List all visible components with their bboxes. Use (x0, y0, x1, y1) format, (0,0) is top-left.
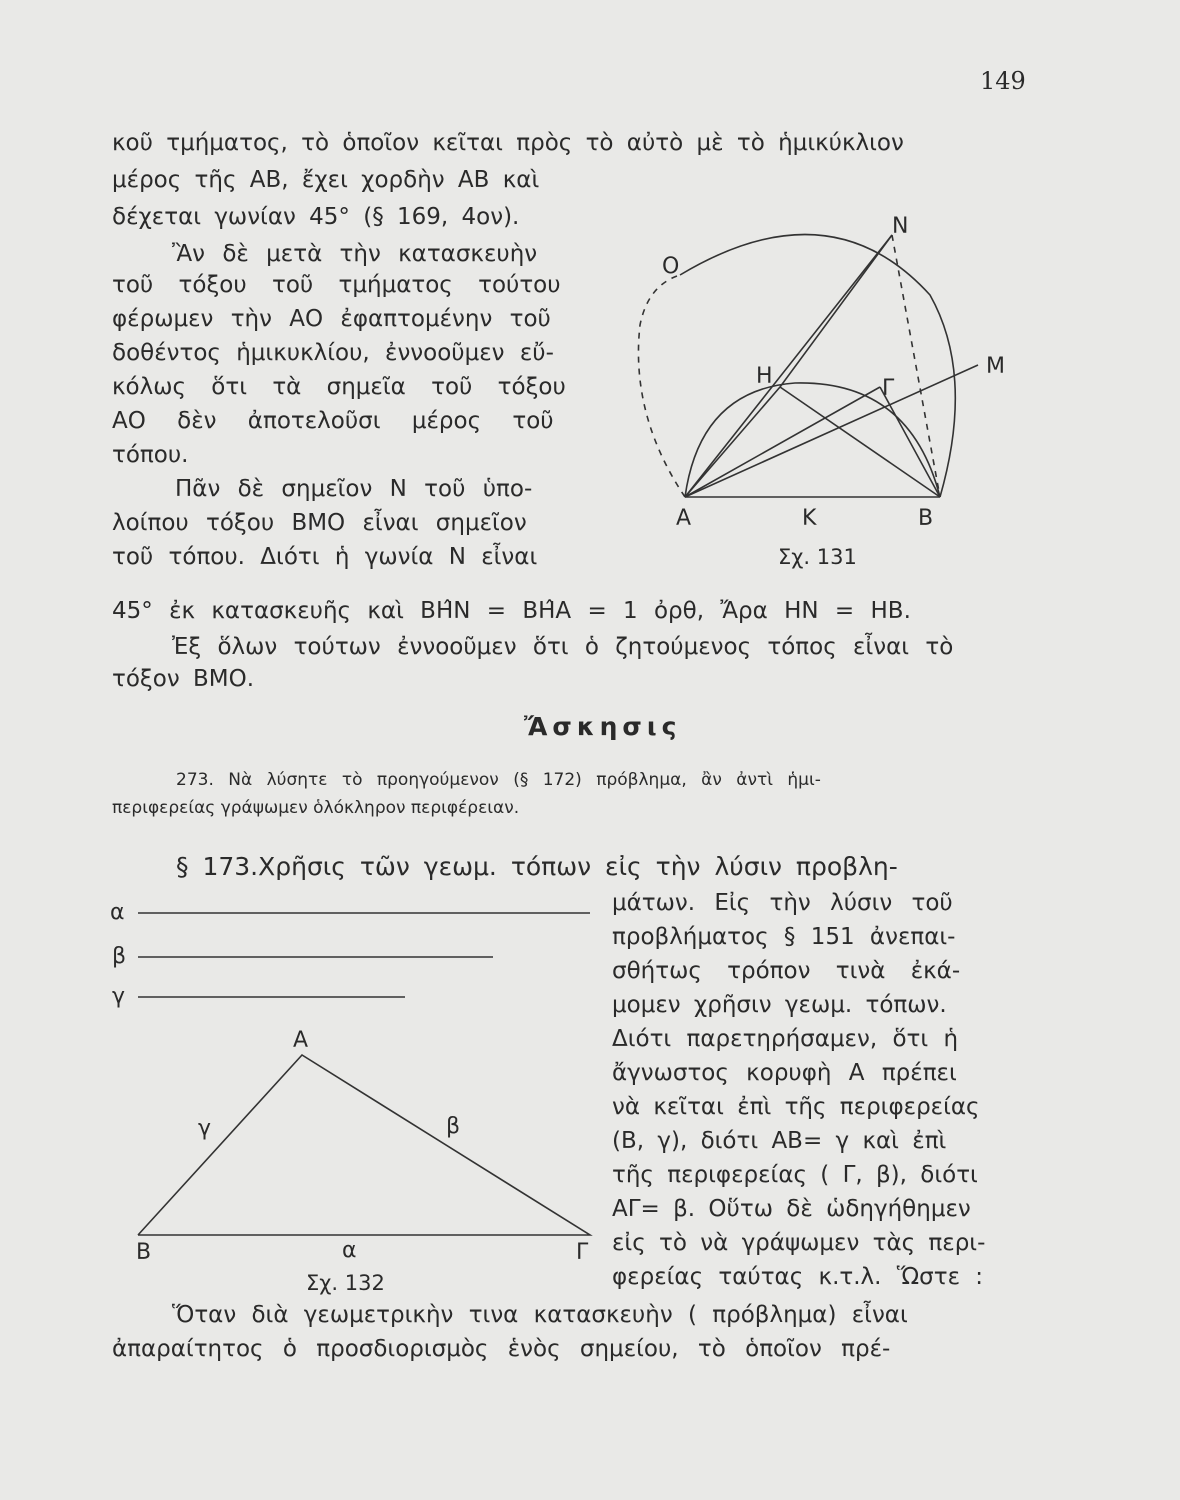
figure-132 (100, 895, 600, 1295)
text-line: μέρος τῆς ΑΒ, ἔχει χορδὴν ΑΒ καὶ (112, 167, 540, 193)
page-number: 149 (980, 67, 1026, 95)
text-line: μομεν χρῆσιν γεωμ. τόπων. (612, 992, 947, 1018)
exercise-line: περιφερείας γράψωμεν ὁλόκληρον περιφέρειαν. (112, 798, 520, 818)
segment-label-g: γ (112, 984, 126, 1009)
exercise-heading: Ἄσκησις (524, 712, 682, 741)
arc-BMO (680, 235, 955, 498)
text-line: μάτων. Εἰς τὴν λύσιν τοῦ (612, 890, 953, 916)
text-line: ἀπαραίτητος ὁ προσδιορισμὸς ἑνὸς σημείου, τὸ ὁποῖον πρέ- (112, 1336, 891, 1362)
label-K: Κ (802, 506, 817, 531)
label-N: Ν (892, 215, 909, 239)
label-M: Μ (986, 354, 1005, 379)
vertex-label-A: Α (293, 1028, 309, 1053)
segment-AN (685, 235, 892, 497)
figure-131 (630, 215, 1030, 555)
vertex-label-G: Γ (576, 1240, 589, 1265)
segment-NB (892, 235, 940, 497)
text-line: εἰς τὸ νὰ γράψωμεν τὰς περι- (612, 1230, 986, 1256)
text-line: Ὅταν διὰ γεωμετρικὴν τινα κατασκευὴν ( πρόβλημα) εἶναι (172, 1302, 908, 1328)
text-line: λοίπου τόξου ΒΜΟ εἶναι σημεῖον (112, 510, 527, 536)
text-line: τόξον ΒΜΟ. (112, 666, 255, 692)
segment-HN (780, 235, 892, 387)
text-line: ΑΓ= β. Οὕτω δὲ ὡδηγήθημεν (612, 1196, 971, 1222)
label-B: Β (918, 506, 934, 531)
text-line: τοῦ τόξου τοῦ τμήματος τούτου (112, 272, 561, 298)
text-line: νὰ κεῖται ἐπὶ τῆς περιφερείας (612, 1094, 980, 1120)
segment-GB (880, 387, 940, 497)
text-line: φέρωμεν τὴν ΑΟ ἐφαπτομένην τοῦ (112, 306, 551, 332)
text-line: Πᾶν δὲ σημεῖον Ν τοῦ ὑπο- (175, 476, 533, 502)
segment-label-b: β (112, 944, 127, 969)
vertex-label-B: Β (136, 1240, 152, 1265)
text-line: 45° ἐκ κατασκευῆς καὶ ΒΗ̂Ν = ΒΗ̂Α = 1 ὀρθ, Ἄρα ΗΝ = ΗΒ. (112, 598, 911, 624)
segment-GA (685, 387, 880, 497)
text-line: Διότι παρετηρήσαμεν, ὅτι ἡ (612, 1026, 959, 1052)
side-label-a: α (342, 1238, 357, 1263)
text-line: Ἂν δὲ μετὰ τὴν κατασκευὴν (172, 241, 538, 267)
text-line: τόπου. (112, 442, 189, 468)
label-H: Η (756, 364, 773, 389)
text-line: δέχεται γωνίαν 45° (§ 169, 4ον). (112, 204, 520, 230)
segment-BH (780, 387, 940, 497)
exercise-line: 273. Νὰ λύσητε τὸ προηγούμενον (§ 172) πρόβλημα, ἂν ἀντὶ ἡμι- (176, 770, 821, 790)
text-line: Ἐξ ὅλων τούτων ἐννοοῦμεν ὅτι ὁ ζητούμενος τόπος εἶναι τὸ (172, 634, 954, 660)
label-A: Α (676, 506, 692, 531)
figure-131-caption: Σχ. 131 (778, 545, 857, 569)
figure-132-caption: Σχ. 132 (306, 1271, 385, 1295)
side-label-g: γ (198, 1116, 212, 1141)
text-line: τοῦ τόπου. Διότι ἡ γωνία Ν εἶναι (112, 544, 538, 570)
text-line: σθήτως τρόπον τινὰ ἐκά- (612, 958, 961, 984)
text-line: (Β, γ), διότι ΑΒ= γ καὶ ἐπὶ (612, 1128, 947, 1154)
triangle-ABG (138, 1055, 590, 1235)
text-line: ἄγνωστος κορυφὴ Α πρέπει (612, 1060, 957, 1086)
text-line: δοθέντος ἡμικυκλίου, ἐννοοῦμεν εὔ- (112, 340, 554, 366)
text-line: ΑΟ δὲν ἀποτελοῦσι μέρος τοῦ (112, 408, 554, 434)
text-line: προβλήματος § 151 ἀνεπαι- (612, 924, 956, 950)
label-G: Γ (882, 376, 895, 401)
section-heading: § 173.Χρῆσις τῶν γεωμ. τόπων εἰς τὴν λύσιν προβλη- (176, 852, 898, 881)
segment-label-a: α (110, 900, 125, 925)
text-line: κοῦ τμήματος, τὸ ὁποῖον κεῖται πρὸς τὸ αὐτὸ μὲ τὸ ἡμικύκλιον (112, 130, 904, 156)
tangent-AO (638, 275, 685, 497)
text-line: φερείας ταύτας κ.τ.λ. Ὥστε : (612, 1264, 984, 1290)
side-label-b: β (446, 1114, 461, 1139)
label-O: Ο (662, 254, 680, 279)
text-line: κόλως ὅτι τὰ σημεῖα τοῦ τόξου (112, 374, 566, 400)
text-line: τῆς περιφερείας ( Γ, β), διότι (612, 1162, 978, 1188)
